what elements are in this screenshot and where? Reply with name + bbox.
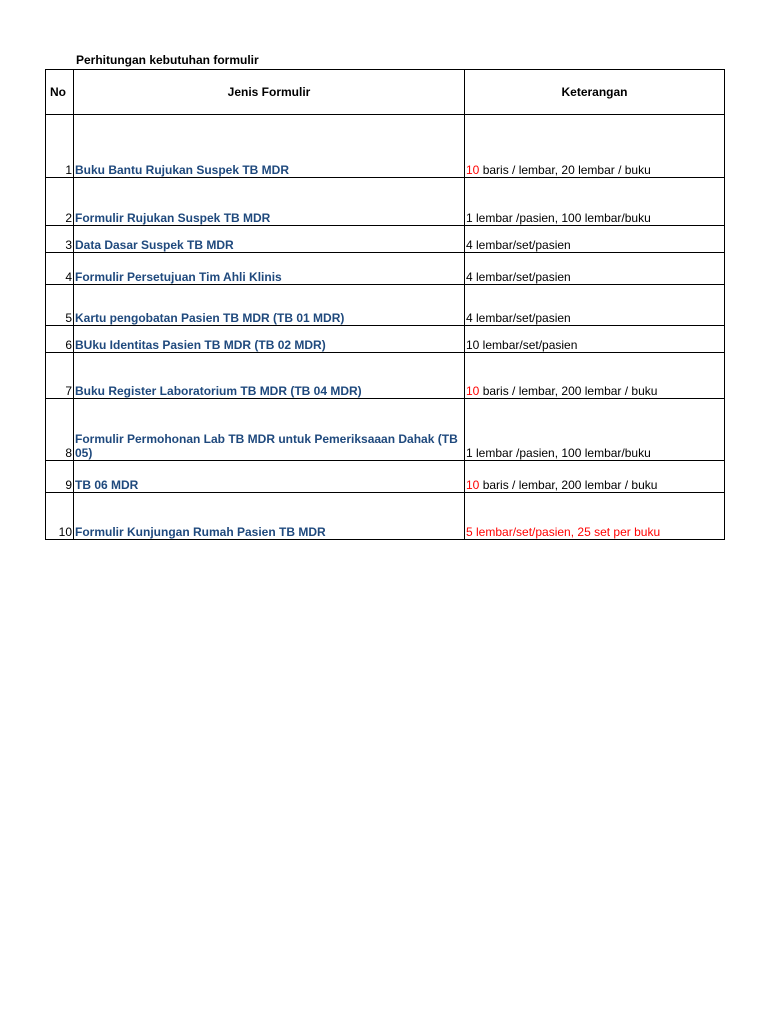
form-name: TB 06 MDR bbox=[74, 461, 465, 493]
table-row bbox=[46, 253, 725, 285]
row-number: 9 bbox=[46, 461, 74, 493]
row-number: 2 bbox=[46, 178, 74, 226]
table-row bbox=[46, 226, 725, 253]
form-name: Formulir Persetujuan Tim Ahli Klinis bbox=[74, 253, 465, 285]
form-note bbox=[465, 353, 725, 399]
row-number: 1 bbox=[46, 115, 74, 178]
note-highlight: 10 bbox=[466, 478, 480, 492]
form-note bbox=[465, 326, 725, 353]
form-note bbox=[465, 115, 725, 178]
form-name: Formulir Rujukan Suspek TB MDR bbox=[74, 178, 465, 226]
note-text: 1 lembar /pasien, 100 lembar/buku bbox=[466, 211, 651, 225]
table-row bbox=[46, 399, 725, 461]
page-title: Perhitungan kebutuhan formulir bbox=[76, 53, 259, 67]
form-note bbox=[465, 461, 725, 493]
note-highlight: 10 bbox=[466, 163, 480, 177]
form-note bbox=[465, 399, 725, 461]
table-row bbox=[46, 115, 725, 178]
header-jenis: Jenis Formulir bbox=[74, 70, 465, 115]
row-number: 5 bbox=[46, 285, 74, 326]
form-name: Buku Bantu Rujukan Suspek TB MDR bbox=[74, 115, 465, 178]
note-text: 1 lembar /pasien, 100 lembar/buku bbox=[466, 446, 651, 460]
note-highlight: 10 bbox=[466, 384, 480, 398]
form-name: BUku Identitas Pasien TB MDR (TB 02 MDR) bbox=[74, 326, 465, 353]
note-text: baris / lembar, 20 lembar / buku bbox=[479, 163, 651, 177]
table-row bbox=[46, 461, 725, 493]
note-highlight: 5 lembar/set/pasien, 25 set per buku bbox=[466, 525, 661, 539]
form-name: Kartu pengobatan Pasien TB MDR (TB 01 MDR) bbox=[74, 285, 465, 326]
form-name: Formulir Kunjungan Rumah Pasien TB MDR bbox=[74, 493, 465, 540]
row-number: 8 bbox=[46, 399, 74, 461]
table-header-row bbox=[46, 70, 725, 115]
forms-table bbox=[45, 69, 725, 540]
note-text: baris / lembar, 200 lembar / buku bbox=[479, 478, 658, 492]
row-number: 7 bbox=[46, 353, 74, 399]
form-note bbox=[465, 253, 725, 285]
table-row bbox=[46, 326, 725, 353]
table-row bbox=[46, 285, 725, 326]
note-text: 4 lembar/set/pasien bbox=[466, 311, 571, 325]
header-keterangan: Keterangan bbox=[465, 70, 725, 115]
header-no: No bbox=[46, 70, 74, 115]
note-text: baris / lembar, 200 lembar / buku bbox=[479, 384, 658, 398]
form-note bbox=[465, 178, 725, 226]
form-note bbox=[465, 285, 725, 326]
note-text: 10 lembar/set/pasien bbox=[466, 338, 578, 352]
table-row bbox=[46, 353, 725, 399]
row-number: 10 bbox=[46, 493, 74, 540]
form-note bbox=[465, 226, 725, 253]
form-name: Formulir Permohonan Lab TB MDR untuk Pemeriksaaan Dahak (TB 05) bbox=[74, 399, 465, 461]
row-number: 3 bbox=[46, 226, 74, 253]
form-name: Data Dasar Suspek TB MDR bbox=[74, 226, 465, 253]
note-text: 4 lembar/set/pasien bbox=[466, 238, 571, 252]
table-row bbox=[46, 178, 725, 226]
form-note bbox=[465, 493, 725, 540]
row-number: 6 bbox=[46, 326, 74, 353]
table-row bbox=[46, 493, 725, 540]
row-number: 4 bbox=[46, 253, 74, 285]
note-text: 4 lembar/set/pasien bbox=[466, 270, 571, 284]
form-name: Buku Register Laboratorium TB MDR (TB 04 MDR) bbox=[74, 353, 465, 399]
